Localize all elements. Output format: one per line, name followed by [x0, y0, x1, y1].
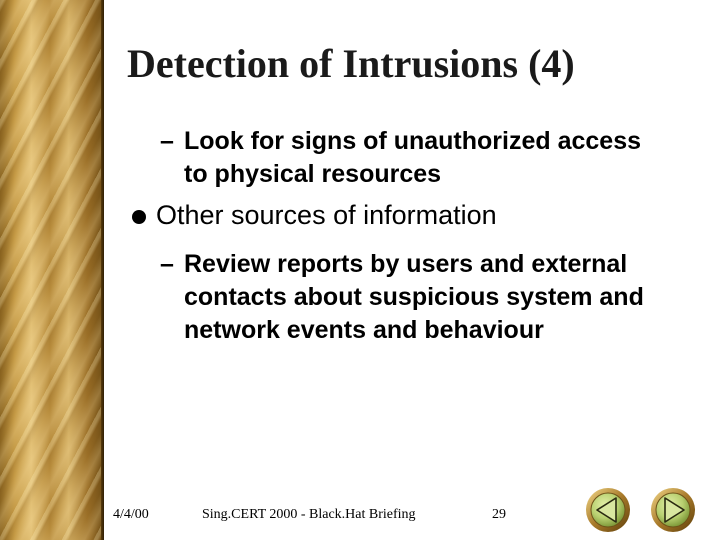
bullet-dot-icon [132, 210, 146, 224]
page-number: 29 [492, 507, 506, 522]
slide-title: Detection of Intrusions (4) [127, 41, 575, 86]
footer-title: Sing.CERT 2000 - Black.Hat Briefing [202, 507, 416, 522]
dash-marker: – [160, 250, 174, 278]
dash-marker: – [160, 127, 174, 155]
decorative-gold-bar [0, 0, 104, 540]
sub-bullet-line: Look for signs of unauthorized access [184, 127, 642, 155]
sub-bullet-line: to physical resources [184, 160, 442, 188]
sub-bullet-line: network events and behaviour [184, 316, 544, 344]
footer-date: 4/4/00 [113, 507, 149, 522]
bullet-text: Other sources of information [156, 200, 497, 230]
bullet-other-sources [132, 200, 497, 231]
back-button[interactable] [585, 487, 631, 533]
sub-bullet-physical-access [160, 125, 641, 191]
sub-bullet-line: contacts about suspicious system and [184, 283, 644, 311]
sub-bullet-review-reports [160, 248, 644, 347]
sub-bullet-line: Review reports by users and external [184, 250, 628, 278]
forward-button[interactable] [650, 487, 696, 533]
